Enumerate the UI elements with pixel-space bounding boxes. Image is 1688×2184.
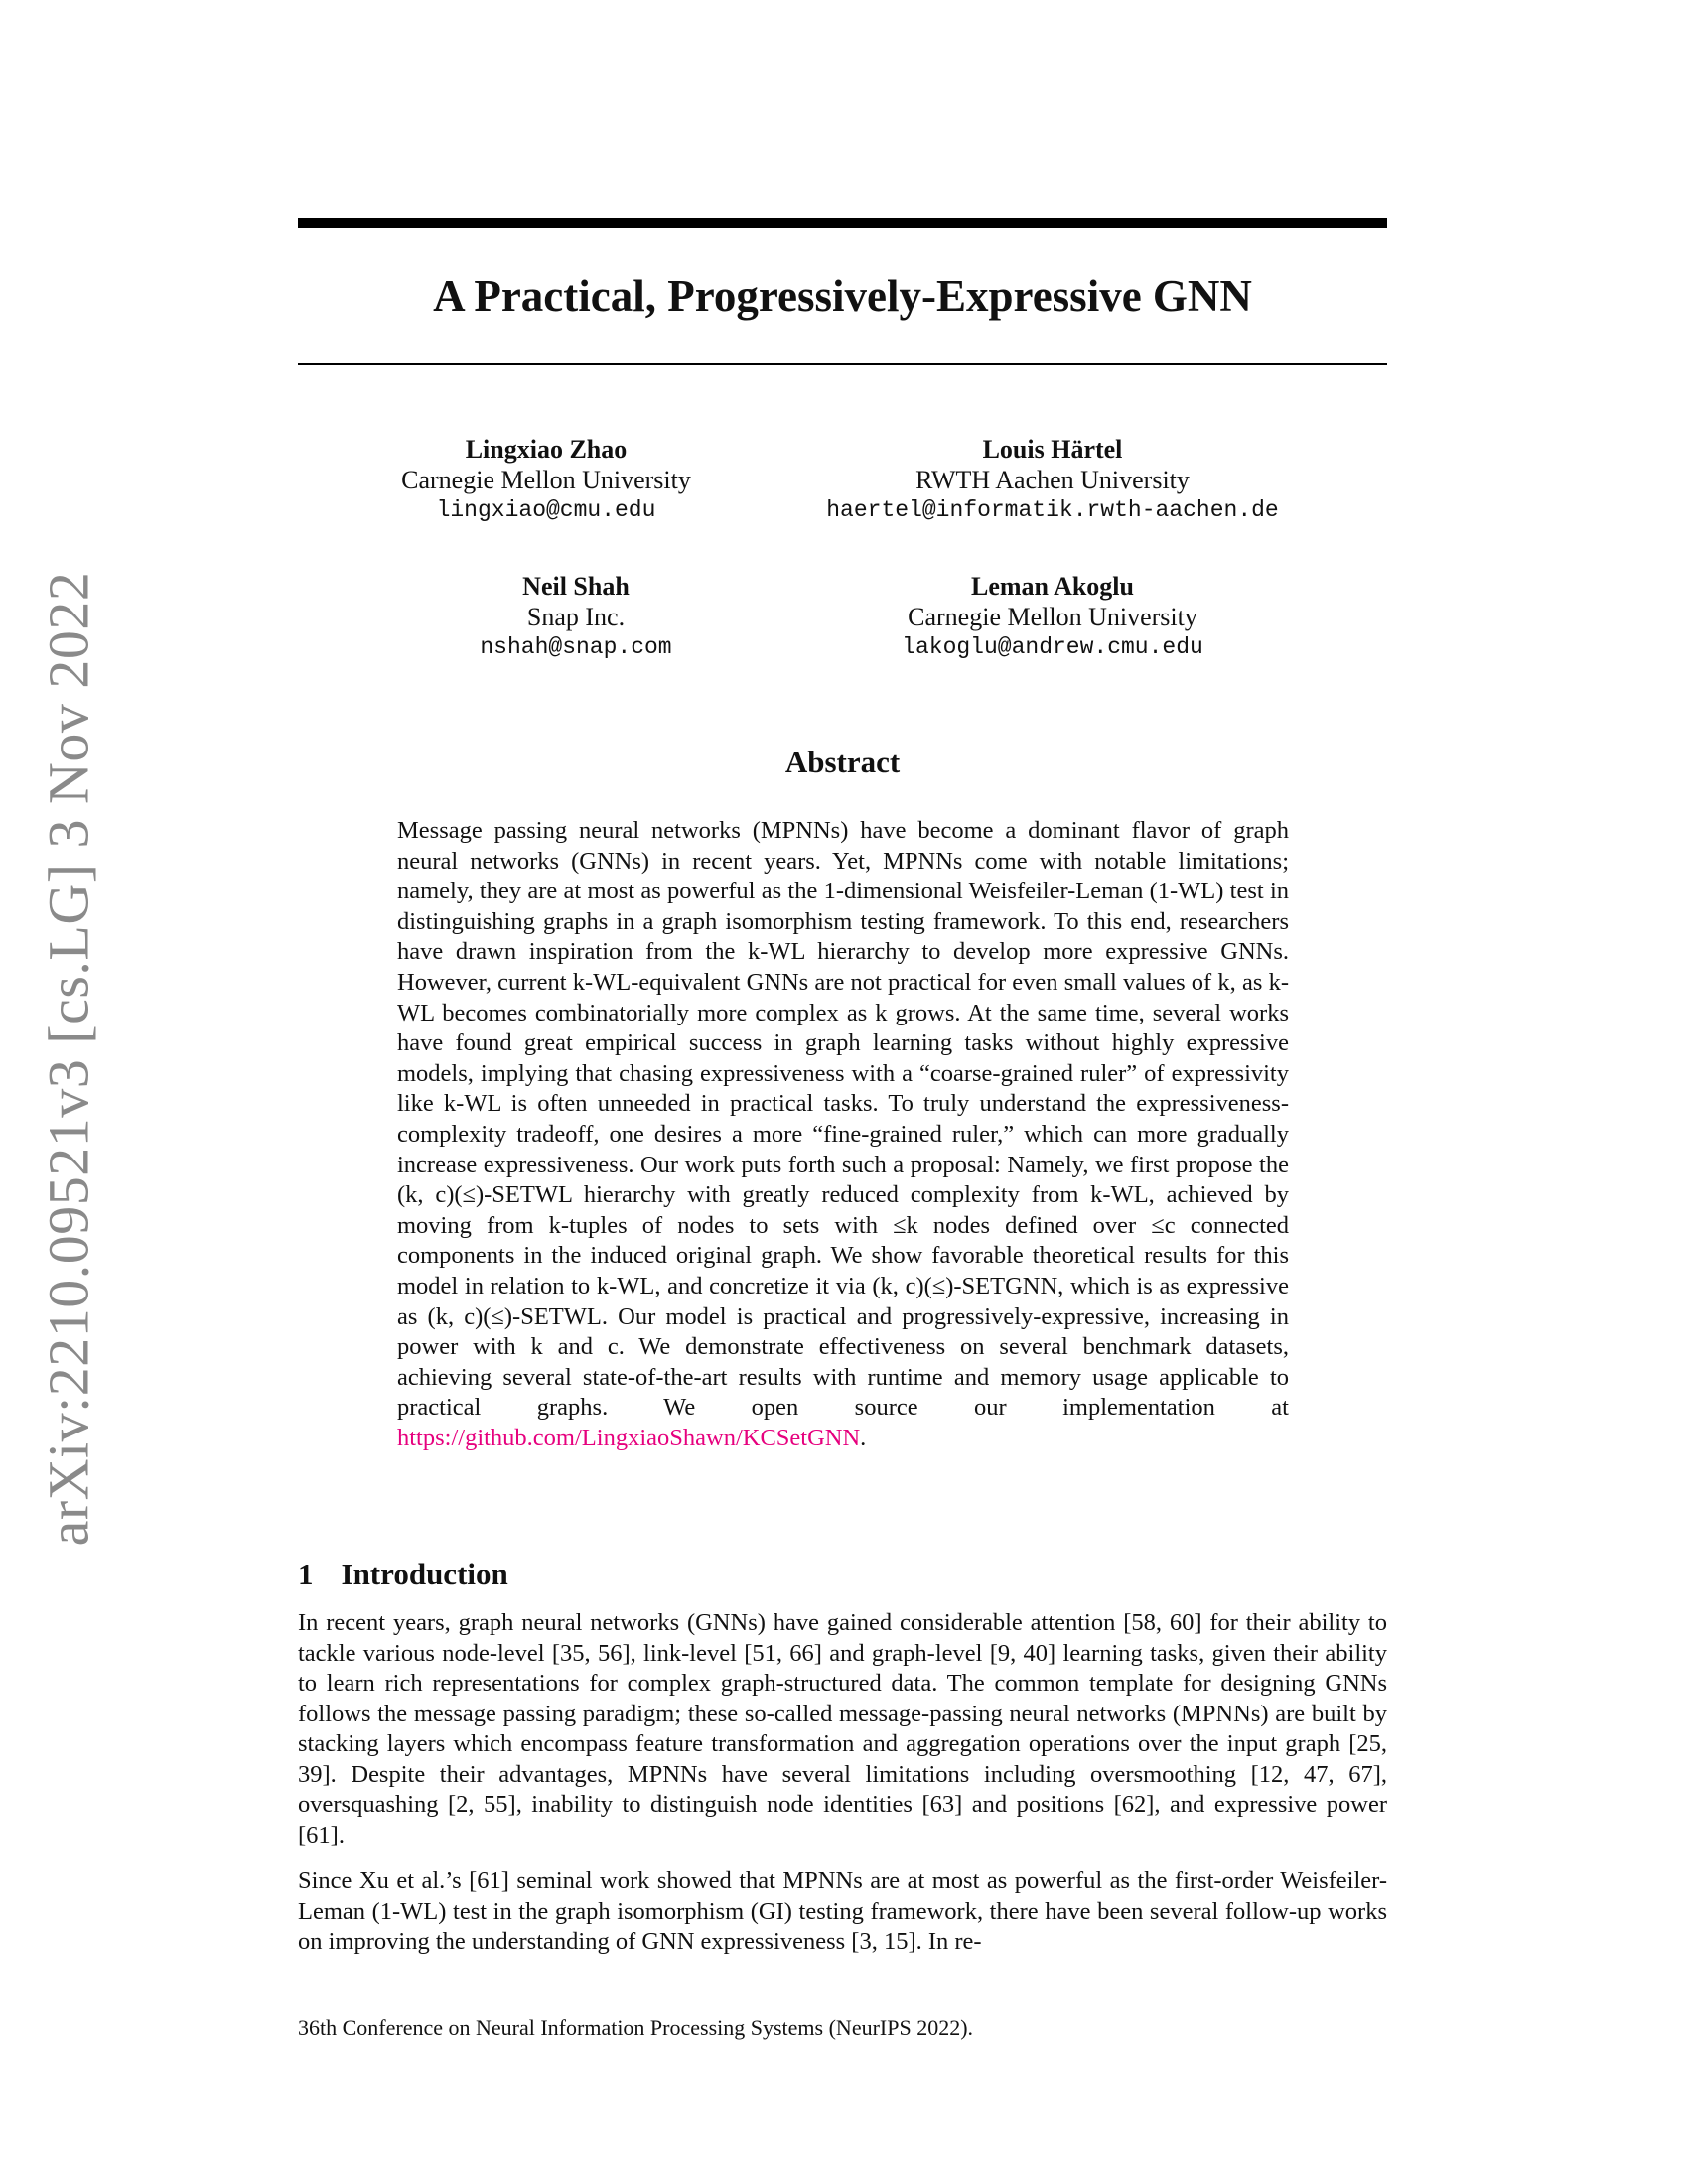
author-name: Leman Akoglu — [971, 572, 1134, 601]
arxiv-stamp — [36, 571, 101, 1546]
author-affiliation: Snap Inc. — [526, 603, 626, 631]
author-name: Neil Shah — [522, 572, 630, 601]
author-name: Lingxiao Zhao — [465, 435, 628, 464]
author-email[interactable]: nshah@snap.com — [480, 634, 672, 660]
abstract-text: Message passing neural networks (MPNNs) have become a dominant flavor of graph neural networks (GNNs) in recent years. Yet, MPNNs come with notable limitations; namely, they are at most as powerful as the 1-dimensional Weisfeiler-Leman (1-WL) test in distinguishing graphs in a graph isomorphism testing framework. To this end, researchers have drawn inspiration from the k-WL hierarchy to develop more expressive GNNs. However, current k-WL-equivalent GNNs are not practical for even small values of k, as k-WL becomes combinatorially more complex as k grows. At the same time, several works have found great empirical success in graph learning tasks without highly expressive models, implying that chasing expressiveness with a “coarse-grained ruler” of expressivity like k-WL is often unneeded in practical tasks. To truly understand the expressiveness-complexity tradeoff, one desires a more “fine-grained ruler,” which can more gradually increase expressiveness. Our work puts forth such a proposal: Namely, we first propose the (k, c)(≤)-SETWL hierarchy with greatly reduced complexity from k-WL, achieved by moving from k-tuples of nodes to sets with ≤k nodes defined over ≤c connected components in the induced original graph. We show favorable theoretical results for this model in relation to k-WL, and concretize it via (k, c)(≤)-SETGNN, which is as expressive as (k, c)(≤)-SETWL. Our model is practical and progressively-expressive, increasing in power with k and c. We demonstrate effectiveness on several benchmark datasets, achieving several state-of-the-art results with runtime and memory usage applicable to practical graphs. We open source our implementation at — [397, 817, 1289, 1422]
title-rule-top — [298, 218, 1387, 228]
author-affiliation: Carnegie Mellon University — [401, 466, 691, 494]
abstract-end: . — [860, 1424, 867, 1451]
section-heading — [298, 1555, 508, 1594]
author-block — [427, 571, 725, 663]
author-block — [844, 571, 1261, 663]
intro-paragraph-1: In recent years, graph neural networks (GNNs) have gained considerable attention [58, 60] for their ability to tackle various node-level [35, 56], link-level [51, 66] and graph-level [9, 40] learning tasks, given their ability to learn rich representations for complex graph-structured data. The common template for designing GNNs follows the message passing paradigm; these so-called message-passing neural networks (MPNNs) are built by stacking layers which encompass feature transformation and aggregation operations over the input graph [25, 39]. Despite their advantages, MPNNs have several limitations including oversmoothing [12, 47, 67], oversquashing [2, 55], inability to distinguish node identities [63] and positions [62], and expressive power [61]. — [298, 1609, 1387, 1848]
github-link[interactable]: https://github.com/LingxiaoShawn/KCSetGNN — [397, 1424, 861, 1451]
intro-paragraph-2: Since Xu et al.’s [61] seminal work showed that MPNNs are at most as powerful as the first-order Weisfeiler-Leman (1-WL) test in the graph isomorphism (GI) testing framework, there have been several follow-up works on improving the understanding of GNN expressiveness [3, 15]. In re- — [298, 1867, 1387, 1955]
author-email[interactable]: haertel@informatik.rwth-aachen.de — [826, 497, 1279, 523]
title-rule-bottom — [298, 363, 1387, 365]
arxiv-stamp-text: arXiv:2210.09521v3 [cs.LG] 3 Nov 2022 — [36, 571, 101, 1546]
section-number: 1 — [298, 1557, 314, 1591]
author-affiliation: RWTH Aachen University — [915, 466, 1190, 494]
abstract-heading: Abstract — [784, 745, 901, 779]
author-email[interactable]: lingxiao@cmu.edu — [436, 497, 656, 523]
author-email[interactable]: lakoglu@andrew.cmu.edu — [902, 634, 1203, 660]
author-affiliation: Carnegie Mellon University — [908, 603, 1197, 631]
author-name: Louis Härtel — [982, 435, 1123, 464]
abstract-body — [397, 816, 1289, 1453]
paper-title: A Practical, Progressively-Expressive GNN — [433, 271, 1252, 321]
author-block — [784, 434, 1321, 526]
section-title: Introduction — [341, 1557, 508, 1591]
footer-note: 36th Conference on Neural Information Processing Systems (NeurIPS 2022). — [298, 2015, 974, 2040]
author-block — [348, 434, 745, 526]
